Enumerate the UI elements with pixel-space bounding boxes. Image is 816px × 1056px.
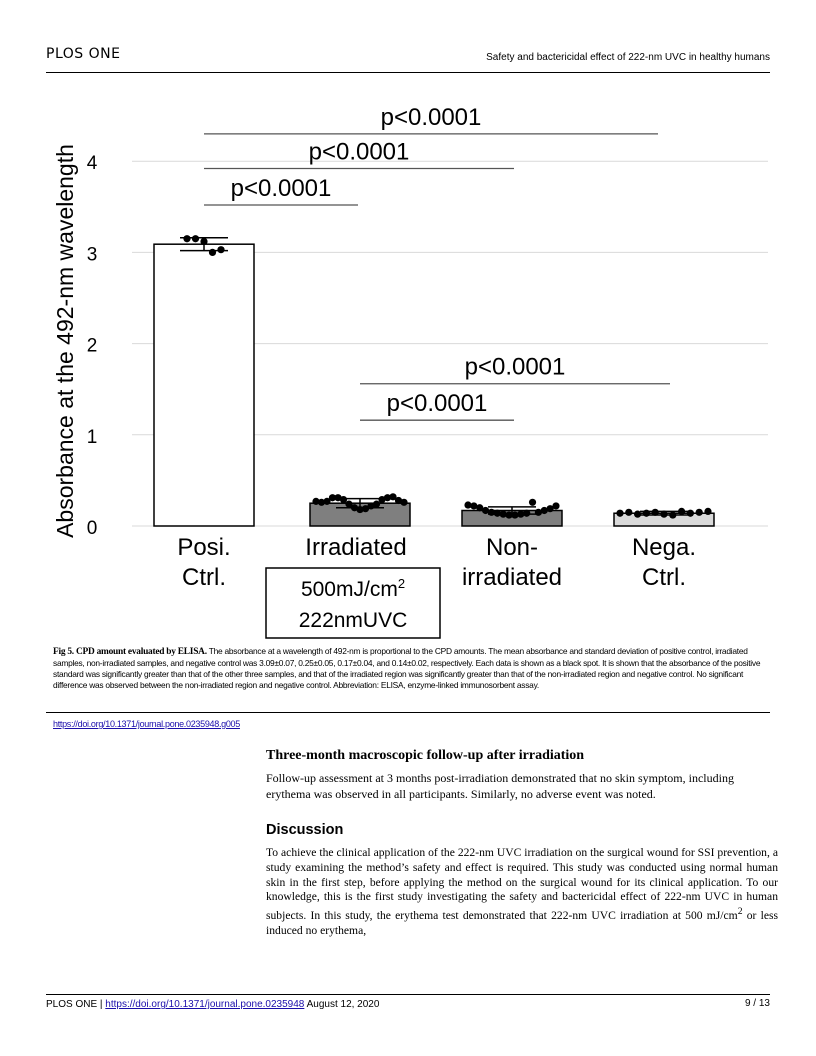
x-category-line2: Ctrl. <box>182 564 226 591</box>
y-tick-label: 2 <box>86 335 98 357</box>
x-category-line1: Posi. <box>177 534 231 561</box>
significance-label: p<0.0001 <box>380 103 482 131</box>
data-point <box>704 508 711 515</box>
figure-caption <box>53 646 771 691</box>
data-point <box>652 509 659 516</box>
dose-box-line2: 222nmUVC <box>298 609 408 632</box>
caption-text: The absorbance at a wavelength of 492-nm is proportional to the CPD amounts. The mean absorbance and standard deviation of positive control, irradiated samples, non-irradiated samples, and negative control was 3.09±0.07, 0.25±0.05, 0.17±0.04, and 0.14±0.02, respectively. Each data is shown as a black spot. It is shown that the absorbance of the positive standard was significantly greater than that of the other three samples, and that of the irradiated region was significantly greater than that of the non-irradiated region and negative control. No significant difference was observed between the non-irradiated region and negative control. Abbreviation: ELISA, enzyme-linked immunosorbent assay. <box>53 646 761 690</box>
data-point <box>200 238 207 245</box>
dose-box-line1: $500mJ/cm^2$ <box>300 576 406 601</box>
x-category-line2: irradiated <box>461 564 563 591</box>
significance-label: p<0.0001 <box>308 138 410 166</box>
discussion-sup: 2 <box>737 906 743 918</box>
y-tick-label: 0 <box>86 518 98 539</box>
y-tick-labels <box>87 153 98 539</box>
x-category-line2: Ctrl. <box>642 564 686 591</box>
followup-heading: Three-month macroscopic follow-up after irradiation <box>266 748 585 763</box>
running-title: Safety and bactericidal effect of 222-nm UVC in healthy humans <box>486 52 770 63</box>
data-point <box>678 508 685 515</box>
discussion-heading: Discussion <box>266 822 344 838</box>
footer-doi-link[interactable]: https://doi.org/10.1371/journal.pone.0235948 <box>105 999 305 1010</box>
discussion-paragraph <box>266 846 778 939</box>
data-point <box>209 249 216 256</box>
data-point <box>669 511 676 518</box>
y-axis-label: Absorbance at the 492-nm wavelength <box>52 144 78 538</box>
data-point <box>340 496 347 503</box>
journal-name: PLOS ONE <box>46 46 121 62</box>
data-point <box>696 509 703 516</box>
figure-doi-link[interactable]: https://doi.org/10.1371/journal.pone.0235948.g005 <box>53 719 240 729</box>
significance-label: p<0.0001 <box>464 353 566 381</box>
caption-rule <box>46 712 770 713</box>
caption-label: Fig 5. CPD amount evaluated by ELISA. <box>53 647 207 657</box>
bar <box>154 244 254 526</box>
data-point <box>523 510 530 517</box>
data-point <box>634 511 641 518</box>
footer-date: August 12, 2020 <box>306 999 380 1010</box>
y-tick-label: 1 <box>86 426 98 448</box>
data-point <box>400 499 407 506</box>
y-tick-label: 3 <box>86 244 98 266</box>
significance-label: p<0.0001 <box>386 390 488 418</box>
data-point <box>625 509 632 516</box>
bar-chart <box>40 88 780 648</box>
x-category-line1: Irradiated <box>305 534 407 561</box>
significance-label: p<0.0001 <box>230 174 332 202</box>
discussion-text: To achieve the clinical application of the 222-nm UVC irradiation on the surgical wound for SSI prevention, a study examining the method’s safety and effect is required. This study was conducted using normal human skin in the first step, before applying the method on the surgical wound for its clinical application. To our knowledge, this is the first study investigating the safety and bactericidal effect of 222-nm UVC in human subjects. In this study, the erythema test demonstrated that 222-nm UVC irradiation at 500 mJ/cm <box>266 846 778 923</box>
data-point <box>616 510 623 517</box>
page-number: 9 / 13 <box>744 998 770 1009</box>
footer-rule <box>46 994 770 995</box>
data-point <box>373 501 380 508</box>
dose-box <box>266 568 440 638</box>
data-point <box>192 235 199 242</box>
footer-journal: PLOS ONE | <box>46 999 103 1010</box>
followup-paragraph: Follow-up assessment at 3 months post-irradiation demonstrated that no skin symptom, including erythema was observed in all participants. Similarly, no adverse event was noted. <box>266 771 734 801</box>
data-point <box>660 511 667 518</box>
x-category-line1: Non- <box>485 534 539 561</box>
y-tick-label: 4 <box>86 153 98 175</box>
header-rule <box>46 72 770 73</box>
data-point <box>552 502 559 509</box>
data-point <box>687 510 694 517</box>
significance-lines <box>204 104 670 420</box>
data-point <box>529 499 536 506</box>
x-category-line1: Nega. <box>631 534 697 561</box>
chart-bars <box>154 238 714 526</box>
data-point <box>183 235 190 242</box>
data-point <box>643 510 650 517</box>
chart-points <box>183 235 711 519</box>
footer-citation <box>46 998 406 1012</box>
data-point <box>217 246 224 253</box>
discussion-text-end: or less induced no erythema, <box>266 909 778 937</box>
